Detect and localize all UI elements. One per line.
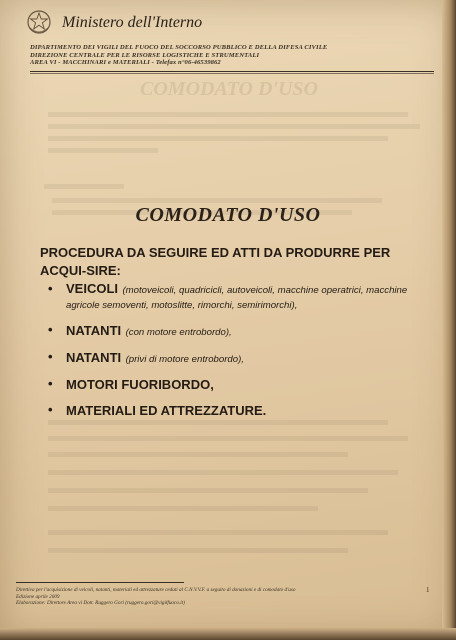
footer-divider	[16, 582, 184, 583]
show-through-text	[48, 470, 398, 475]
list-item	[48, 376, 438, 394]
directorate-line: DIREZIONE CENTRALE PER LE RISORSE LOGISTICHE E STRUMENTALI	[30, 51, 260, 59]
footer-author-line: Elaborazione: Direttore Area vi Dott. Ruggero Gori (ruggero.gori@vigilfuoco.it)	[16, 600, 185, 607]
show-through-text	[44, 184, 124, 189]
footer-directive-line: Direttiva per l'acquisizione di veicoli, natanti, materiali ed attrezzature ceduti al C.N.V.V.F. a seguito di donazioni e di comodato d'uso	[16, 587, 296, 593]
item-name: MATERIALI ED ATTREZZATURE.	[66, 403, 267, 418]
show-through-text	[48, 136, 388, 141]
bullet-icon: •	[48, 281, 53, 296]
footer-notes	[16, 587, 436, 607]
bullet-icon: •	[48, 402, 53, 417]
bullet-icon: •	[48, 376, 53, 391]
show-through-text	[48, 506, 318, 511]
footer-edition-line: Edizione aprile 2009	[16, 593, 60, 600]
item-description: (privi di motore entrobordo),	[125, 354, 244, 365]
department-header	[30, 44, 430, 67]
show-through-text	[48, 488, 368, 493]
document-title: COMODATO D'USO	[135, 204, 321, 226]
list-item	[48, 283, 438, 312]
item-name: NATANTI	[66, 350, 122, 365]
procedure-heading: PROCEDURA DA SEGUIRE ED ATTI DA PRODURRE PER ACQUI-SIRE:	[40, 245, 391, 278]
page-number: 1	[426, 586, 430, 594]
show-through-text	[48, 548, 348, 553]
show-through-text	[48, 530, 388, 535]
header-divider	[30, 71, 434, 72]
paper-edge-shadow	[442, 0, 456, 640]
item-name: MOTORI FUORIBORDO,	[66, 377, 214, 392]
ministry-name: Ministero dell'Interno	[62, 14, 203, 31]
show-through-text	[48, 124, 420, 129]
show-through-title: COMODATO D'USO	[140, 78, 318, 100]
show-through-text	[48, 148, 158, 153]
item-description: (con motore entrobordo),	[125, 327, 232, 338]
show-through-text	[48, 112, 408, 117]
italian-republic-emblem-icon	[26, 8, 52, 36]
list-item	[48, 349, 438, 367]
list-item	[48, 322, 438, 340]
bullet-icon: •	[48, 349, 53, 364]
bullet-icon: •	[48, 322, 53, 337]
paper-edge-shadow	[0, 628, 456, 640]
department-line: DIPARTIMENTO DEI VIGILI DEL FUOCO DEL SOCCORSO PUBBLICO E DELLA DIFESA CIVILE	[30, 44, 328, 51]
show-through-text	[52, 198, 382, 203]
asset-list	[48, 283, 438, 420]
item-description: (motoveicoli, quadricicli, autoveicoli, macchine operatrici, macchine agricole semoventi, motoslitte, rimorchi, semirimorchi),	[66, 285, 408, 311]
item-name: NATANTI	[66, 323, 122, 338]
item-name: VEICOLI	[66, 281, 119, 296]
show-through-text	[48, 420, 388, 425]
area-line: AREA VI - MACCHINARI e MATERIALI - Telefax n°06-46539862	[30, 59, 221, 67]
show-through-text	[48, 436, 408, 441]
list-item	[48, 402, 438, 420]
show-through-text	[48, 452, 348, 457]
header-divider-secondary	[30, 73, 434, 74]
